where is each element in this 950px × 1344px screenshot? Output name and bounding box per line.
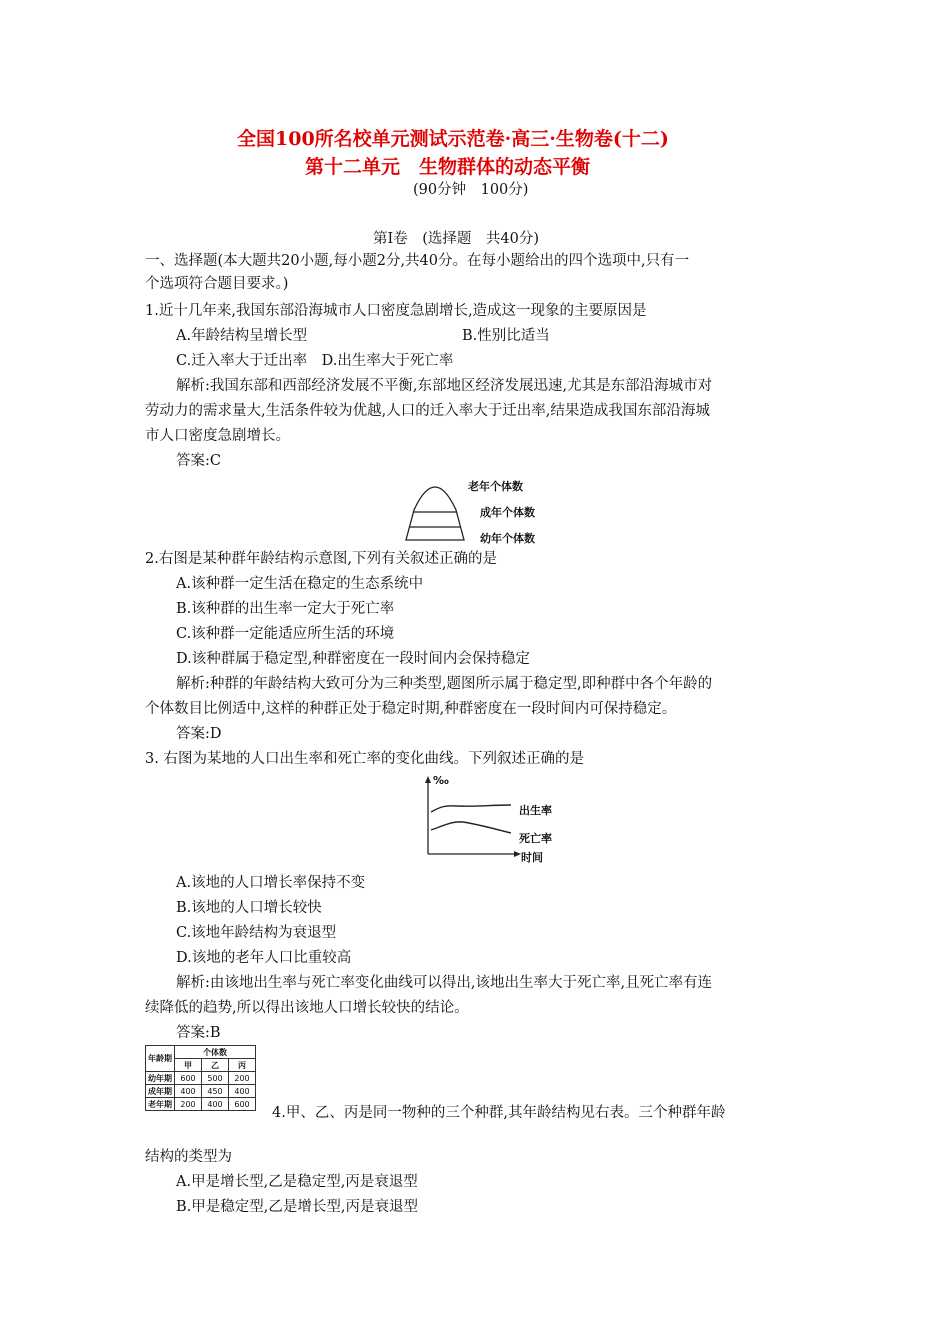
section-intro-2: 个选项符合题目要求。) (145, 276, 289, 292)
q1-analysis-2: 劳动力的需求量大,生活条件较为优越,人口的迁入率大于迁出率,结果造成我国东部沿海城 (145, 403, 710, 419)
table-cell-stage: 成年期 (146, 1085, 175, 1098)
q1-answer: 答案:C (176, 453, 221, 469)
table-cell: 450 (202, 1085, 229, 1098)
pyramid-label-young: 幼年个体数 (480, 532, 535, 545)
q3-option-c: C.该地年龄结构为衰退型 (176, 925, 337, 941)
exam-title: 全国100所名校单元测试示范卷·高三·生物卷(十二) (237, 128, 669, 150)
q3-analysis-1: 解析:由该地出生率与死亡率变化曲线可以得出,该地出生率大于死亡率,且死亡率有连 (176, 975, 713, 991)
section-title: 第Ⅰ卷 (选择题 共40分) (373, 231, 539, 247)
y-axis-arrow (425, 776, 431, 783)
q4-stem-2: 结构的类型为 (145, 1149, 232, 1165)
q3-option-a: A.该地的人口增长率保持不变 (176, 875, 366, 891)
table-cell: 200 (175, 1098, 202, 1111)
birth-rate-label: 出生率 (519, 804, 552, 817)
death-rate-line (431, 822, 511, 833)
y-unit-label: ‰ (433, 774, 449, 787)
table-header-count: 个体数 (175, 1046, 256, 1059)
table-cell: 400 (202, 1098, 229, 1111)
table-header-pop-1: 甲 (175, 1059, 202, 1072)
birth-rate-line (431, 805, 511, 812)
age-structure-table (145, 1045, 256, 1111)
q3-analysis-2: 续降低的趋势,所以得出该地人口增长较快的结论。 (145, 1000, 469, 1016)
table-cell: 200 (229, 1072, 256, 1085)
pyramid-label-old: 老年个体数 (468, 480, 523, 493)
unit-title: 第十二单元 生物群体的动态平衡 (305, 156, 591, 178)
q2-option-c: C.该种群一定能适应所生活的环境 (176, 626, 395, 642)
q2-option-d: D.该种群属于稳定型,种群密度在一段时间内会保持稳定 (176, 651, 530, 667)
x-axis-arrow (514, 851, 521, 857)
table-header-pop-3: 丙 (229, 1059, 256, 1072)
q3-answer: 答案:B (176, 1025, 221, 1041)
death-rate-label: 死亡率 (519, 832, 552, 845)
table-cell: 500 (202, 1072, 229, 1085)
q2-answer: 答案:D (176, 726, 222, 742)
table-row (146, 1098, 256, 1111)
age-pyramid-figure (400, 470, 560, 545)
q1-stem: 1.近十几年来,我国东部沿海城市人口密度急剧增长,造成这一现象的主要原因是 (145, 303, 647, 319)
q3-option-d: D.该地的老年人口比重较高 (176, 950, 352, 966)
table-cell: 600 (175, 1072, 202, 1085)
table-row (146, 1085, 256, 1098)
rate-curve-figure (415, 772, 565, 866)
q1-analysis-1: 解析:我国东部和西部经济发展不平衡,东部地区经济发展迅速,尤其是东部沿海城市对 (176, 378, 713, 394)
x-axis-label: 时间 (521, 851, 543, 864)
q2-stem: 2.右图是某种群年龄结构示意图,下列有关叙述正确的是 (145, 551, 497, 567)
table-cell: 400 (175, 1085, 202, 1098)
q1-analysis-3: 市人口密度急剧增长。 (145, 428, 290, 444)
table-header-pop-2: 乙 (202, 1059, 229, 1072)
table-cell-stage: 幼年期 (146, 1072, 175, 1085)
q2-analysis-2: 个体数目比例适中,这样的种群正处于稳定时期,种群密度在一段时间内可保持稳定。 (145, 701, 677, 717)
table-cell: 600 (229, 1098, 256, 1111)
time-score: (90分钟 100分) (413, 182, 529, 198)
q4-option-b: B.甲是稳定型,乙是增长型,丙是衰退型 (176, 1199, 418, 1215)
table-row (146, 1072, 256, 1085)
q1-option-b: B.性别比适当 (462, 328, 550, 344)
table-cell: 400 (229, 1085, 256, 1098)
q4-stem-1: 4.甲、乙、丙是同一物种的三个种群,其年龄结构见右表。三个种群年龄 (272, 1105, 726, 1121)
q1-option-cd: C.迁入率大于迁出率 D.出生率大于死亡率 (176, 353, 454, 369)
q4-option-a: A.甲是增长型,乙是稳定型,丙是衰退型 (176, 1174, 418, 1190)
q1-option-a: A.年龄结构呈增长型 (176, 328, 308, 344)
pyramid-label-adult: 成年个体数 (480, 506, 535, 519)
section-intro-1: 一、选择题(本大题共20小题,每小题2分,共40分。在每小题给出的四个选项中,只有一 (145, 253, 690, 269)
q3-stem: 3. 右图为某地的人口出生率和死亡率的变化曲线。下列叙述正确的是 (145, 751, 584, 767)
pyramid-outline (406, 487, 464, 540)
q3-option-b: B.该地的人口增长较快 (176, 900, 322, 916)
q2-analysis-1: 解析:种群的年龄结构大致可分为三种类型,题图所示属于稳定型,即种群中各个年龄的 (176, 676, 713, 692)
table-cell-stage: 老年期 (146, 1098, 175, 1111)
q2-option-a: A.该种群一定生活在稳定的生态系统中 (176, 576, 424, 592)
q2-option-b: B.该种群的出生率一定大于死亡率 (176, 601, 395, 617)
table-header-stage: 年龄期 (146, 1046, 175, 1072)
